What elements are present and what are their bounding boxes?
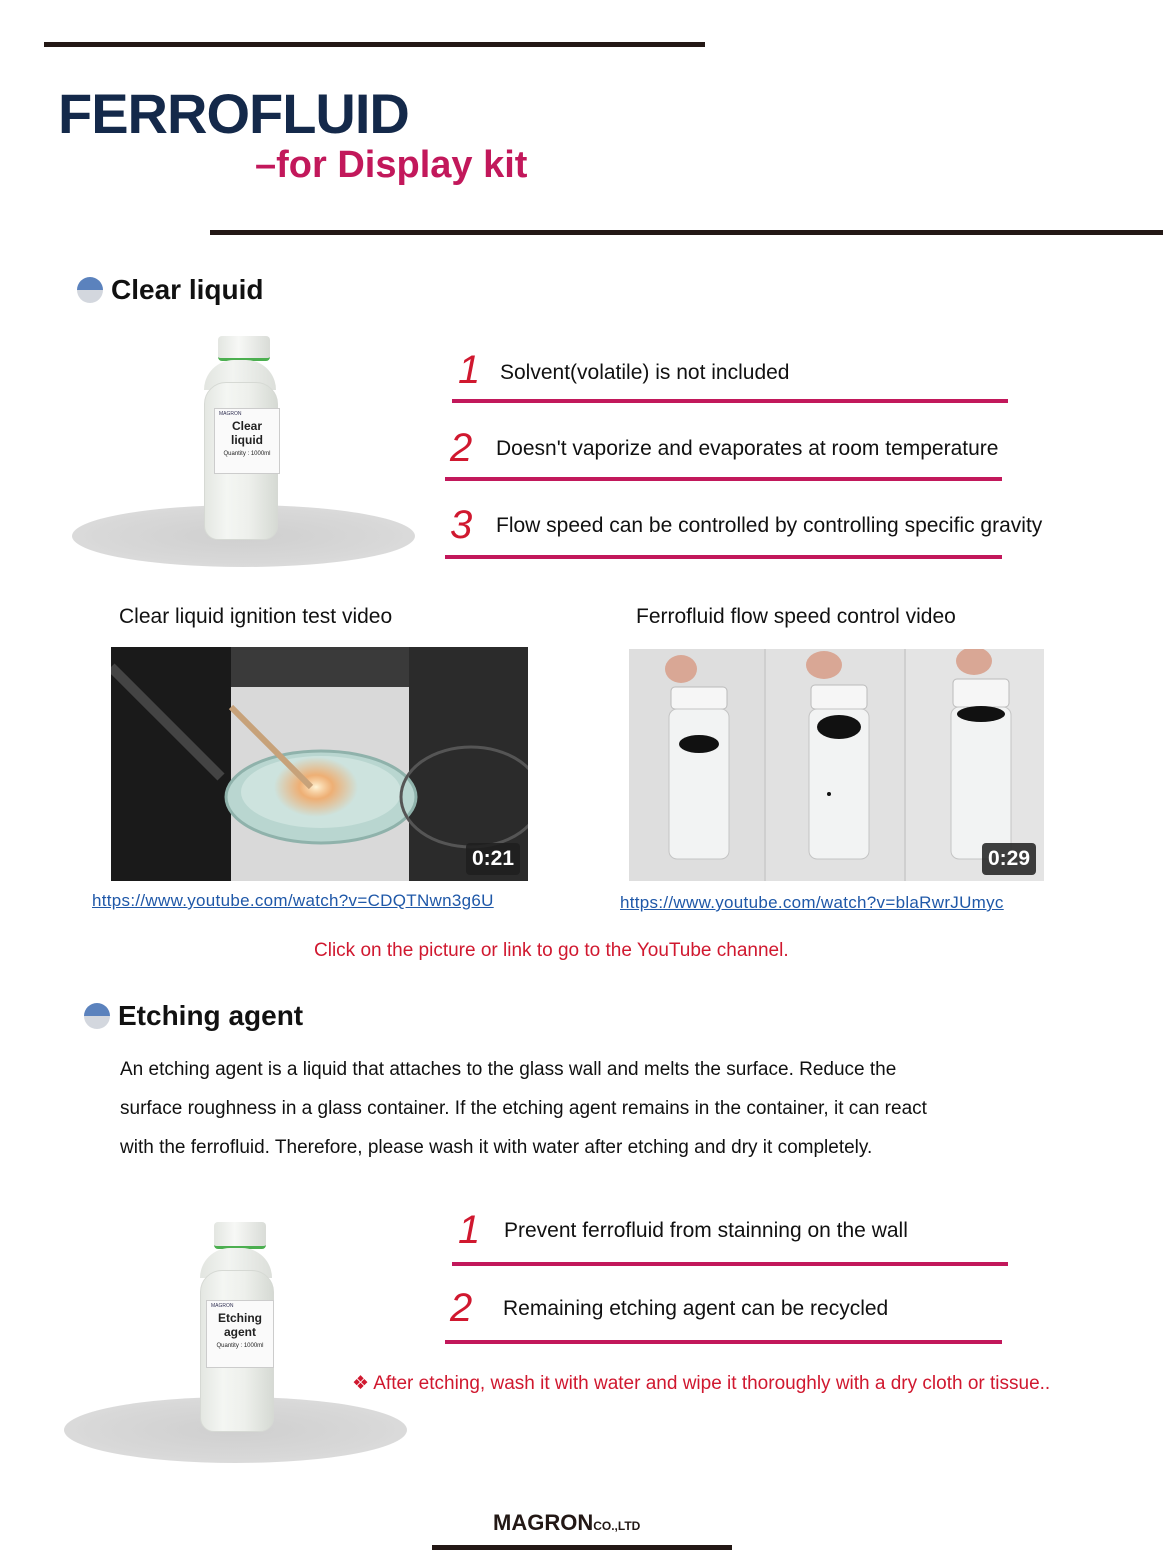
etching-description-line: with the ferrofluid. Therefore, please wash it with water after etching and dry it completely. <box>120 1137 873 1158</box>
feature-text: Remaining etching agent can be recycled <box>503 1297 889 1320</box>
label-name: Etching agent <box>218 1311 262 1339</box>
top-rule <box>44 42 705 47</box>
video-duration-badge: 0:29 <box>982 843 1036 875</box>
video-thumbnail-flow-speed[interactable] <box>629 649 1044 881</box>
video-thumbnail-ignition[interactable] <box>111 647 528 881</box>
header-rule <box>210 230 1163 235</box>
etching-warning-note: ❖ After etching, wash it with water and wipe it thoroughly with a dry cloth or tissue.. <box>352 1373 1051 1394</box>
feature-underline <box>452 399 1008 403</box>
feature-number: 3 <box>450 503 473 547</box>
footer-brand-suffix: CO.,LTD <box>593 1519 641 1533</box>
feature-underline <box>452 1262 1008 1266</box>
clear-liquid-bottle-image <box>200 336 280 542</box>
etching-description-line: An etching agent is a liquid that attaches to the glass wall and melts the surface. Reduce the <box>120 1059 897 1080</box>
feature-number: 2 <box>450 426 473 470</box>
feature-underline <box>445 555 1002 559</box>
bottle-label <box>214 408 280 474</box>
feature-text: Solvent(volatile) is not included <box>500 361 790 384</box>
page-title: FERROFLUID <box>58 82 409 145</box>
section-heading-etching-agent <box>84 1000 303 1032</box>
label-brand: MAGRON <box>211 1303 234 1309</box>
etching-description-line: surface roughness in a glass container. If the etching agent remains in the container, it can react <box>120 1098 927 1119</box>
video-caption: Ferrofluid flow speed control video <box>636 605 956 628</box>
page-subtitle: –for Display kit <box>255 144 528 186</box>
footer-brand <box>493 1512 640 1534</box>
bullet-icon <box>84 1003 110 1029</box>
footer-brand-name: MAGRON <box>493 1510 594 1535</box>
label-quantity: Quantity : 1000ml <box>216 1343 264 1349</box>
etching-description <box>120 1050 1060 1167</box>
youtube-note: Click on the picture or link to go to the YouTube channel. <box>314 940 789 961</box>
video-caption: Clear liquid ignition test video <box>119 605 393 628</box>
feature-number: 2 <box>450 1286 473 1330</box>
bottle-cap <box>214 1222 266 1249</box>
feature-number: 1 <box>458 1208 481 1252</box>
feature-number: 1 <box>458 348 481 392</box>
feature-underline <box>445 477 1002 481</box>
video-link-flow-speed[interactable]: https://www.youtube.com/watch?v=blaRwrJUmyc <box>620 893 1004 912</box>
section-heading-text: Clear liquid <box>111 274 264 305</box>
video-link-ignition[interactable]: https://www.youtube.com/watch?v=CDQTNwn3g6U <box>92 891 494 910</box>
feature-underline <box>445 1340 1002 1344</box>
section-heading-text: Etching agent <box>118 1000 304 1031</box>
bullet-icon <box>77 277 103 303</box>
label-brand: MAGRON <box>219 411 242 417</box>
feature-text: Doesn't vaporize and evaporates at room temperature <box>496 437 999 460</box>
feature-text: Flow speed can be controlled by controlling specific gravity <box>496 514 1043 537</box>
footer-rule <box>432 1545 732 1550</box>
section-heading-clear-liquid <box>77 274 263 306</box>
label-name: Clear liquid <box>231 419 263 447</box>
bottle-cap <box>218 336 270 361</box>
feature-text: Prevent ferrofluid from stainning on the wall <box>504 1219 908 1242</box>
bottle-label <box>206 1300 274 1368</box>
video-duration-badge: 0:21 <box>466 843 520 875</box>
label-quantity: Quantity : 1000ml <box>223 451 271 457</box>
etching-agent-bottle-image <box>196 1222 276 1434</box>
